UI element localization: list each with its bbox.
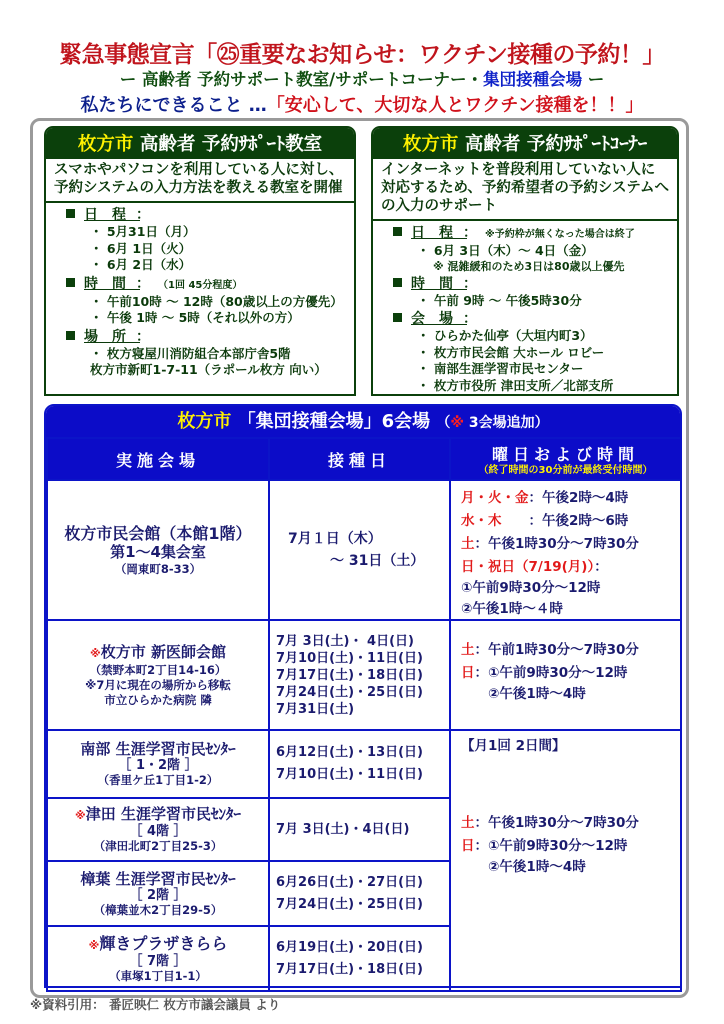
new-mark-icon: ※ <box>450 415 465 431</box>
date-line: 6月26日(土)・27日(日) <box>276 874 423 890</box>
venue-cell <box>47 798 269 861</box>
venue-name-text: 南部 生涯学習市民ｾﾝﾀｰ <box>80 740 236 758</box>
times-line <box>461 814 680 833</box>
times-cell-header: 【月1回 2日間】 <box>461 738 566 754</box>
source-credit: ※資料引用： 番匠映仁 枚方市議会議員 より <box>30 997 281 1012</box>
section-colon: ： <box>136 207 150 223</box>
section-label: 日程 <box>411 225 467 241</box>
list-item: ・ 枚方市役所 津田支所／北部支所 <box>417 377 614 393</box>
times-line <box>461 641 680 660</box>
venue-cell <box>47 730 269 798</box>
section-label: 日程 <box>84 207 140 223</box>
mass-vaccination-header <box>46 406 680 437</box>
times-line <box>461 489 680 508</box>
venue-address: （車塚1丁目1-1） <box>109 968 207 983</box>
date-line: 7月10日(土)・11日(日) <box>276 650 423 666</box>
new-venue-mark-icon: ※ <box>90 646 101 660</box>
city-label: 枚方市 <box>77 134 134 155</box>
list-item: ・ 南部生涯学習市民センター <box>417 361 584 376</box>
venue-name-text: 輝きプラザきらら <box>99 933 228 953</box>
dates-cell <box>269 798 450 861</box>
venue-name-text: 津田 生涯学習市民ｾﾝﾀｰ <box>85 805 241 823</box>
dates-cell <box>269 620 450 730</box>
subtitle-mass-vaccination: 集団接種会場 <box>483 70 583 89</box>
section-heading <box>66 207 354 224</box>
section-label: 場所 <box>84 328 140 345</box>
day-label: 日 <box>461 838 475 854</box>
date-line: 7月 3日(土)・4日(日) <box>276 822 410 837</box>
section-colon: ： <box>463 275 477 292</box>
venue-floor: ［ 2階 ］ <box>129 887 187 903</box>
venue-address: （岡東町8-33） <box>114 561 202 576</box>
day-label: 土 <box>461 815 475 831</box>
times-line <box>461 837 680 856</box>
day-label: 水・木 <box>461 513 502 529</box>
venue-floor: ［ 7階 ］ <box>129 953 187 969</box>
times-line <box>461 685 680 704</box>
times-line <box>461 535 680 554</box>
support-corner-details <box>373 221 677 398</box>
times-cell <box>450 730 681 991</box>
time-range: ：①午前9時30分～12時 <box>474 665 628 681</box>
subtitle-dash-right: ー <box>582 70 605 89</box>
time-range: ：午後2時～6時 <box>501 513 629 529</box>
day-label: 日・祝日（7/19(月)） <box>461 559 595 575</box>
venue-name-text: 枚方市民会館（本館1階） <box>64 523 252 543</box>
added-open: （ <box>436 415 451 431</box>
tagline-lead: 私たちにできること … <box>80 95 267 116</box>
time-range: ：午後1時30分～7時30分 <box>474 815 639 831</box>
time-range: ：①午前9時30分～12時 <box>474 838 628 854</box>
list-item: ・ 枚方市民会館 大ホール ロビー <box>417 344 605 360</box>
new-venue-mark-icon: ※ <box>75 809 86 822</box>
venue-address: （香里ケ丘1丁目1-2） <box>97 773 219 787</box>
venue-note: 市立ひらかた病院 隣 <box>104 692 212 707</box>
times-cell <box>450 620 681 730</box>
day-label: 日 <box>461 665 475 681</box>
venue-floor: ［ 1・2階 ］ <box>118 758 198 773</box>
subtitle-support: 高齢者 予約サポート教室/サポートコーナー・ <box>141 70 484 89</box>
times-header-note: （終了時間の30分前が最終受付時間） <box>478 464 653 476</box>
square-bullet-icon <box>393 313 402 322</box>
section-heading <box>393 276 677 293</box>
dates-cell <box>269 861 450 926</box>
times-header-label: 曜日および時間 <box>491 444 639 464</box>
support-corner-box <box>371 126 679 396</box>
venue-name <box>48 524 268 543</box>
page-title <box>0 36 724 69</box>
venue-cell <box>47 926 269 991</box>
times-line <box>461 664 680 683</box>
venue-address: （禁野本町2丁目14-16） <box>89 662 227 677</box>
times-line <box>461 579 680 598</box>
times-line <box>461 558 680 577</box>
section-label: 時間 <box>84 275 140 292</box>
venue-address: （津田北町2丁目25-3） <box>93 839 223 853</box>
time-range: ②午後1時～4時 <box>461 859 586 875</box>
subtitle <box>0 66 724 90</box>
dates-cell <box>269 480 450 620</box>
time-range: ②午後1時～４時 <box>461 601 563 617</box>
list-item: ・ 枚方寝屋川消防組合本部庁舎5階 <box>90 345 291 361</box>
time-range: ：午後1時30分～7時30分 <box>474 536 639 552</box>
date-line: 7月24日(土)・25日(日) <box>276 684 423 700</box>
venue-cell <box>47 861 269 926</box>
schedule-table <box>46 437 682 992</box>
day-label: 月・火・金 <box>461 490 529 506</box>
title-prefix: 緊急事態宣言「 <box>59 42 217 68</box>
square-bullet-icon <box>66 209 75 218</box>
title-suffix: 重要なお知らせ：ワクチン接種の予約！」 <box>239 42 665 68</box>
support-corner-description: インターネットを普段利用していない人に対応するため、予約希望者の予約システムへの入力のサポート <box>373 159 677 221</box>
tagline-message: 「安心して、大切な人とワクチン接種を！！」 <box>266 95 644 116</box>
date-line: 6月12日(土)・13日(日) <box>276 745 423 760</box>
venue-address: （樟葉並木2丁目29-5） <box>93 902 223 917</box>
time-range: ：午前1時30分～7時30分 <box>474 642 639 658</box>
support-class-details <box>46 203 354 383</box>
day-label: 土 <box>461 642 475 658</box>
dates-cell <box>269 730 450 798</box>
venue-name-text: 枚方市 新医師会館 <box>100 642 226 661</box>
column-header-venue: 実施会場 <box>47 438 269 480</box>
section-heading <box>393 225 677 243</box>
section-label: 会場 <box>411 311 467 327</box>
date-line: 6月19日(土)・20日(日) <box>276 939 423 955</box>
list-item: ・ 午前10時 ～ 12時（80歳以上の方優先） <box>90 293 343 309</box>
venue-name-text: 樟葉 生涯学習市民ｾﾝﾀｰ <box>80 869 236 888</box>
square-bullet-icon <box>66 278 75 287</box>
date-line: 7月24日(土)・25日(日) <box>276 896 423 912</box>
list-item: ・ ひらかた仙亭（大垣内町3） <box>417 328 593 343</box>
venue-cell <box>47 620 269 730</box>
section-colon: ： <box>463 311 477 327</box>
section-heading <box>393 311 677 328</box>
times-line <box>461 600 680 619</box>
date-line: 7月10日(土)・11日(日) <box>276 767 423 782</box>
city-label: 枚方市 <box>402 134 459 155</box>
section-note: ※予約枠が無くなった場合は終了 <box>485 229 635 240</box>
time-range: ： <box>594 559 608 575</box>
support-corner-header <box>373 128 677 159</box>
support-corner-title: 高齢者 予約ｻﾎﾟｰﾄｺｰﾅｰ <box>458 134 648 155</box>
section-colon: ： <box>136 275 150 292</box>
section-colon: ： <box>463 225 477 241</box>
mass-vaccination-box <box>44 404 682 988</box>
square-bullet-icon <box>393 278 402 287</box>
date-line: 7月１日（木） <box>288 531 382 547</box>
venue-name <box>48 934 268 955</box>
added-venues-note: 3会場追加） <box>464 415 549 431</box>
date-line: 7月17日(土)・18日(日) <box>276 667 423 683</box>
column-header-dates: 接種日 <box>269 438 450 480</box>
venue-floor: ［ 4階 ］ <box>129 824 187 839</box>
dates-cell <box>269 926 450 991</box>
list-item: ・ 6月 2日（水） <box>90 257 192 272</box>
square-bullet-icon <box>66 331 75 340</box>
list-item: ・ 午後 1時 ～ 5時（それ以外の方） <box>90 310 300 325</box>
list-subnote: ※ 混雑緩和のため3日は80歳以上優先 <box>433 259 625 273</box>
section-colon: ： <box>136 328 150 345</box>
venue-floor: 第1～4集会室 <box>110 542 206 561</box>
city-label: 枚方市 <box>177 411 232 432</box>
venue-cell <box>47 480 269 620</box>
support-class-title: 高齢者 予約ｻﾎﾟｰﾄ教室 <box>133 134 323 155</box>
table-row <box>47 480 681 620</box>
date-line: 7月17日(土)・18日(日) <box>276 961 423 977</box>
subtitle-dash-left: ー <box>119 70 142 89</box>
support-class-description: スマホやパソコンを利用している人に対し、予約システムの入力方法を教える教室を開催 <box>46 159 354 203</box>
venue-note: ※7月に現在の場所から移転 <box>85 677 231 692</box>
date-line: 7月 3日(土)・ 4日(日) <box>276 633 414 649</box>
section-note: （1回 45分程度） <box>158 279 243 291</box>
list-item: ・ 5月31日（月） <box>90 224 196 239</box>
section-label: 時間 <box>411 275 467 292</box>
list-item: ・ 午前 9時 ～ 午後5時30分 <box>417 292 582 308</box>
times-line <box>461 512 680 531</box>
column-header-times <box>450 438 681 480</box>
time-range: ②午後1時～4時 <box>461 686 586 702</box>
tagline <box>0 91 724 117</box>
venue-name <box>48 643 268 663</box>
support-class-box <box>44 126 356 396</box>
venue-name <box>48 870 268 889</box>
section-heading <box>66 276 354 294</box>
title-number: ㉕ <box>216 42 240 68</box>
list-item: 枚方市新町1-7-11（ラポール枚方 向い） <box>90 362 327 377</box>
section-heading <box>66 329 354 346</box>
venue-name <box>48 805 268 825</box>
new-venue-mark-icon: ※ <box>88 938 100 952</box>
square-bullet-icon <box>393 227 402 236</box>
table-header-row <box>47 438 681 480</box>
table-row <box>47 620 681 730</box>
mass-vaccination-title: 「集団接種会場」6会場 <box>231 411 437 432</box>
times-cell <box>450 480 681 620</box>
date-line: 7月31日(土) <box>276 701 355 717</box>
table-row <box>47 730 681 798</box>
support-class-header <box>46 128 354 159</box>
venue-name <box>48 740 268 759</box>
time-range: ①午前9時30分～12時 <box>461 580 601 596</box>
list-item: ・ 6月 1日（火） <box>90 240 192 256</box>
time-range: ：午後2時～4時 <box>528 490 629 506</box>
times-line <box>461 858 680 877</box>
day-label: 土 <box>461 536 475 552</box>
date-line: ～ 31日（土） <box>288 553 425 569</box>
list-item: ・ 6月 3日（木）～ 4日（金） <box>417 243 594 258</box>
